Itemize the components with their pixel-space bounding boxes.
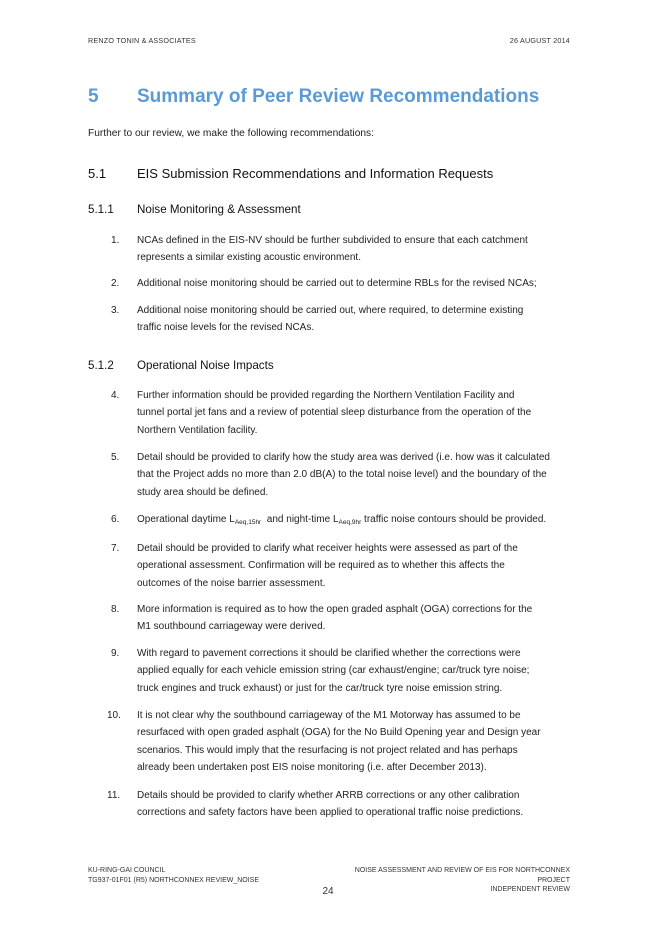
- item-number: 3.: [111, 305, 120, 316]
- header-right: 26 AUGUST 2014: [509, 36, 570, 45]
- item-line: represents a similar existing acoustic environment.: [137, 252, 361, 264]
- item-line: Additional noise monitoring should be carried out, where required, to determine existing: [137, 305, 524, 316]
- chapter-title: Summary of Peer Review Recommendations: [137, 86, 540, 107]
- recommendation-item: [88, 302, 572, 337]
- item-line: Additional noise monitoring should be carried out to determine RBLs for the revised NCAs;: [137, 278, 537, 289]
- item-text: and night-time L: [261, 514, 339, 525]
- footer-report-title-cont: PROJECT: [537, 876, 570, 884]
- item-line: that the Project adds no more than 2.0 dB(A) to the total noise level) and the boundary of the: [137, 469, 547, 481]
- footer-left: [88, 866, 259, 885]
- item-line: Detail should be provided to clarify how the study area was derived (i.e. how was it calculated: [137, 452, 550, 463]
- footer-report-title: NOISE ASSESSMENT AND REVIEW OF EIS FOR NORTHCONNEX: [354, 867, 570, 874]
- item-line: NCAs defined in the EIS-NV should be further subdivided to ensure that each catchment: [137, 235, 528, 246]
- item-text: Operational daytime L: [137, 514, 235, 525]
- recommendation-item: [88, 275, 572, 292]
- item-number: 6.: [111, 514, 120, 525]
- item-line: operational assessment. Confirmation will be required as to whether this affects the: [137, 560, 505, 572]
- intro-paragraph: Further to our review, we make the following recommendations:: [88, 128, 374, 139]
- subscript: Aeq,15hr: [234, 519, 262, 526]
- subsection-title: Noise Monitoring & Assessment: [137, 203, 301, 216]
- item-line: resurfaced with open graded asphalt (OGA) for the No Build Opening year and Design year: [137, 727, 541, 739]
- item-line: outcomes of the noise barrier assessment.: [137, 577, 326, 589]
- item-line: Detail should be provided to clarify what receiver heights were assessed as part of the: [137, 543, 518, 554]
- page-number: 24: [322, 886, 334, 897]
- item-number: 10.: [107, 710, 121, 721]
- item-line: With regard to pavement corrections it should be clarified whether the corrections were: [137, 648, 521, 659]
- item-number: 1.: [111, 235, 120, 246]
- item-line: traffic noise levels for the revised NCAs.: [137, 322, 315, 334]
- item-number: 5.: [111, 452, 120, 463]
- subsection-number: 5.1.1: [88, 203, 114, 216]
- item-line: applied equally for each vehicle emission string (car exhaust/engine; car/truck tyre noise;: [137, 665, 530, 677]
- item-text: traffic noise contours should be provided.: [361, 514, 547, 525]
- subsection-title: Operational Noise Impacts: [137, 359, 274, 372]
- recommendation-item: [88, 787, 572, 822]
- section-title: EIS Submission Recommendations and Information Requests: [137, 166, 494, 181]
- recommendation-item: [88, 645, 572, 697]
- item-line: truck engines and truck exhaust) or just for the car/truck tyre noise emission string.: [137, 682, 503, 694]
- recommendation-item: [88, 511, 572, 531]
- item-number: 8.: [111, 604, 120, 615]
- item-line: M1 southbound carriageway were derived.: [137, 621, 326, 633]
- item-number: 9.: [111, 648, 120, 659]
- item-line: tunnel portal jet fans and a review of potential sleep disturbance from the operation of the: [137, 407, 532, 419]
- subsection-number: 5.1.2: [88, 359, 114, 372]
- footer-document-ref: TG937-01F01 (R5) NORTHCONNEX REVIEW_NOISE: [88, 876, 260, 884]
- section-number: 5.1: [88, 166, 107, 181]
- item-line: Further information should be provided regarding the Northern Ventilation Facility and: [137, 390, 515, 401]
- item-line: More information is required as to how the open graded asphalt (OGA) corrections for the: [137, 604, 533, 615]
- recommendation-item: [88, 601, 572, 636]
- item-number: 7.: [111, 543, 120, 554]
- footer-client: KU-RING-GAI COUNCIL: [88, 867, 166, 874]
- recommendation-item: [88, 232, 572, 267]
- chapter-number: 5: [88, 86, 99, 107]
- item-number: 2.: [111, 278, 120, 289]
- header-left: RENZO TONIN & ASSOCIATES: [88, 36, 196, 45]
- recommendation-item: [88, 707, 572, 777]
- item-line: Details should be provided to clarify whether ARRB corrections or any other calibration: [137, 790, 520, 801]
- item-line: corrections and safety factors have been applied to operational traffic noise predictions.: [137, 807, 524, 819]
- item-line: Northern Ventilation facility.: [137, 424, 258, 436]
- item-line: [137, 511, 572, 531]
- subscript: Aeq,9hr: [338, 519, 362, 526]
- item-number: 4.: [111, 390, 120, 401]
- item-number: 11.: [107, 790, 121, 801]
- item-line: scenarios. This would imply that the resurfacing is not project related and has perhaps: [137, 744, 518, 756]
- item-line: It is not clear why the southbound carriageway of the M1 Motorway has assumed to be: [137, 710, 521, 721]
- recommendation-item: [88, 540, 572, 592]
- recommendation-item: [88, 449, 572, 501]
- recommendation-item: [88, 387, 572, 439]
- item-line: study area should be defined.: [137, 486, 269, 498]
- footer-report-type: INDEPENDENT REVIEW: [490, 886, 570, 894]
- item-line: already been undertaken post EIS noise monitoring (i.e. after December 2013).: [137, 762, 487, 774]
